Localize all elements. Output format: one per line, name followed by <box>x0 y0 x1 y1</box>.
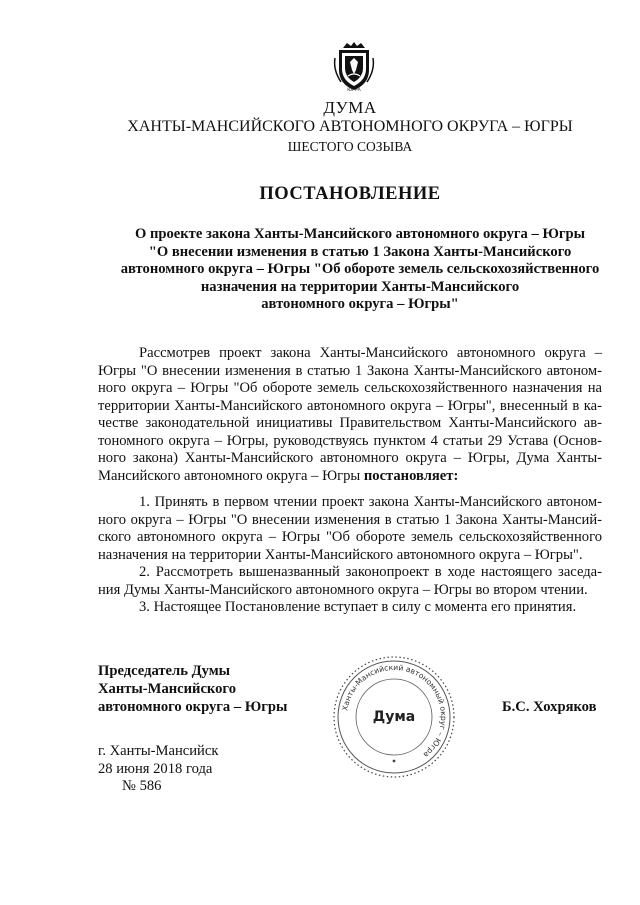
text-line: ного округа – Югры "Об обороте земель сельскохозяйственного назначения на <box>98 380 602 396</box>
coat-of-arms-icon <box>329 40 379 92</box>
item-1-line: ского автономного округа – Югры "Об обороте земель сельскохозяйственного <box>98 529 602 545</box>
text-line: честве законодательной инициативы Правительством Ханты-Мансийского ав- <box>98 415 602 431</box>
preamble-paragraph <box>98 345 602 485</box>
text-line: ного закона) Ханты-Мансийского автономного округа – Югры, Дума Ханты- <box>98 450 602 466</box>
document-type-title: ПОСТАНОВЛЕНИЕ <box>259 184 441 204</box>
position-line: Председатель Думы <box>98 663 231 679</box>
signatory-position <box>98 662 287 716</box>
city: г. Ханты-Мансийск <box>98 743 219 759</box>
position-line: Ханты-Мансийского <box>98 681 236 697</box>
text-line: Рассмотрев проект закона Ханты-Мансийского автономного округа – <box>139 345 602 361</box>
item-1-line: назначения на территории Ханты-Мансийского автономного округа – Югры". <box>98 546 583 563</box>
subject-line: автономного округа – Югры "Об обороте земель сельскохозяйственного <box>120 261 600 277</box>
official-seal <box>332 655 456 779</box>
place-date-number <box>98 743 218 796</box>
resolution-subject <box>100 226 620 314</box>
signatory-name: Б.С. Хохряков <box>502 699 597 715</box>
item-2-line: ния Думы Ханты-Мансийского автономного округа – Югры во втором чтении. <box>98 581 588 598</box>
document-number: № 586 <box>122 778 162 794</box>
subject-line: автономного округа – Югры" <box>261 296 459 312</box>
item-2-line: 2. Рассмотреть вышеназванный законопроект в ходе настоящего заседа- <box>139 564 602 580</box>
item-1-line: ного округа – Югры "О внесении изменения в статью 1 Закона Ханты-Мансий- <box>98 511 602 528</box>
seal-center-text: Дума <box>372 709 416 725</box>
subject-line: назначения на территории Ханты-Мансийского <box>200 278 520 295</box>
seal-ring-text: Ханты-Мансийский автономный округ – Югра <box>340 662 449 760</box>
svg-text:ЮГРА: ЮГРА <box>347 88 361 92</box>
resolution-items <box>98 494 602 617</box>
text-line <box>98 468 602 486</box>
text-line: территории Ханты-Мансийского автономного округа – Югры", внесенный в ка- <box>98 397 602 414</box>
org-name: ДУМА <box>323 98 377 117</box>
item-1-line: 1. Принять в первом чтении проект закона Ханты-Мансийского автоном- <box>139 494 602 510</box>
item-3-line: 3. Настоящее Постановление вступает в силу с момента его принятия. <box>139 599 577 615</box>
text-line: Югры "О внесении изменения в статью 1 Закона Ханты-Мансийского автоном- <box>98 362 602 379</box>
position-line: автономного округа – Югры <box>98 699 288 715</box>
text-fragment: Мансийского автономного округа – Югры <box>98 467 364 484</box>
org-region: ХАНТЫ-МАНСИЙСКОГО АВТОНОМНОГО ОКРУГА – ЮГРЫ <box>127 118 573 135</box>
convocation: ШЕСТОГО СОЗЫВА <box>287 139 413 154</box>
subject-line: О проекте закона Ханты-Мансийского автономного округа – Югры <box>134 226 586 242</box>
date: 28 июня 2018 года <box>98 760 213 777</box>
subject-line: "О внесении изменения в статью 1 Закона Ханты-Мансийского <box>148 243 572 260</box>
text-line: тономного округа – Югры, руководствуясь пунктом 4 статьи 29 Устава (Основ- <box>98 432 602 449</box>
resolves-keyword: постановляет: <box>363 467 459 484</box>
